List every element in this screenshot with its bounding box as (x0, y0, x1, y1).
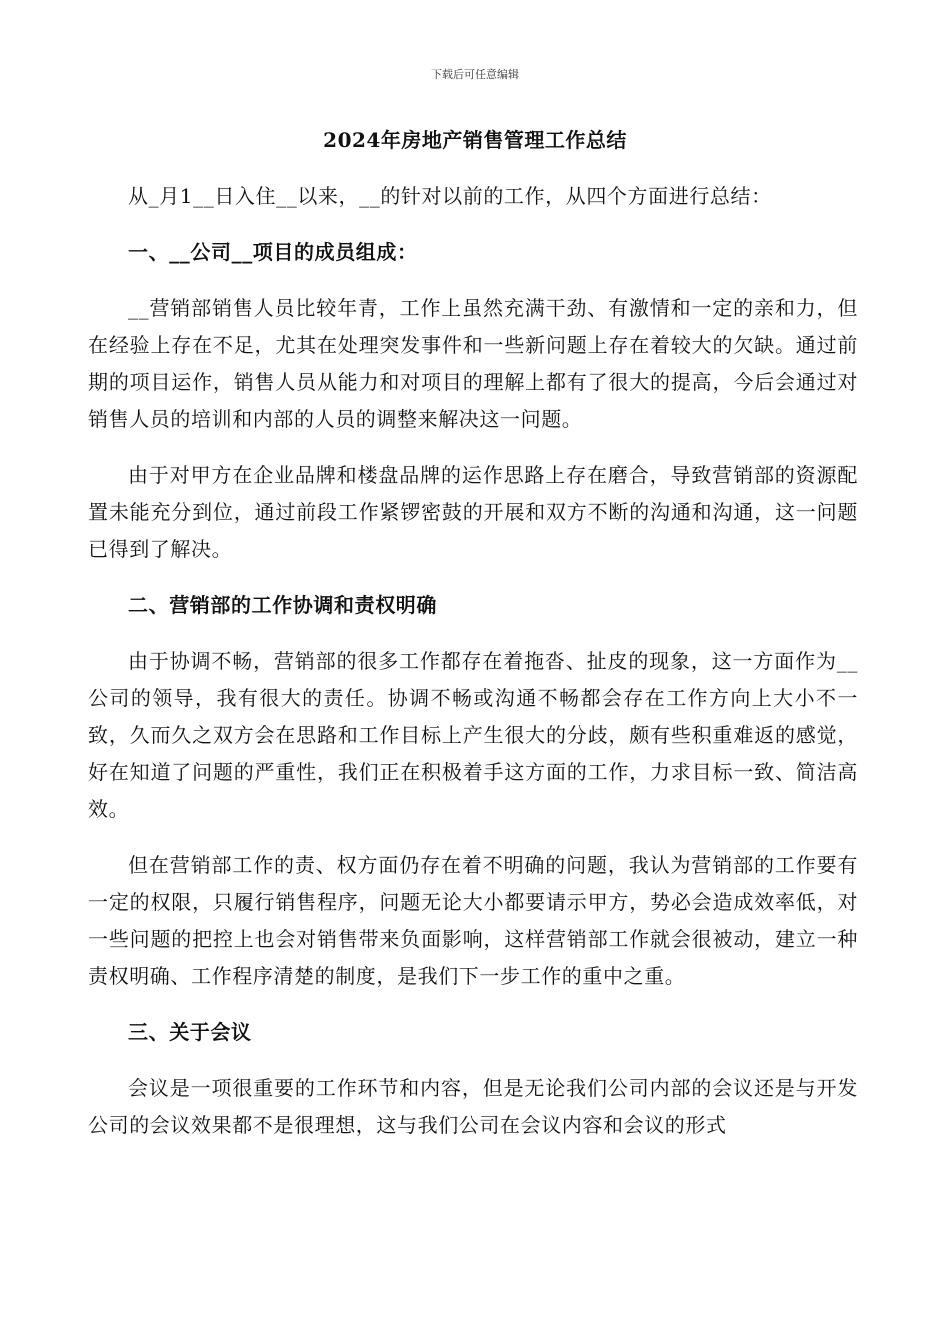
section2-paragraph-1: 由于协调不畅，营销部的很多工作都存在着拖沓、扯皮的现象，这一方面作为__公司的领导，我有很大的责任。协调不畅或沟通不畅都会存在工作方向上大小不一致，久而久之双方会在思路和工作目标上产生很大的分歧，颇有些积重难返的感觉，好在知道了问题的严重性，我们正在积极着手这方面的工作，力求目标一致、简洁高效。 (88, 649, 858, 821)
section1-paragraph-2: 由于对甲方在企业品牌和楼盘品牌的运作思路上存在磨合，导致营销部的资源配置未能充分到位，通过前段工作紧锣密鼓的开展和双方不断的沟通和沟通，这一问题已得到了解决。 (88, 463, 858, 561)
intro-paragraph: 从_月1__日入住__以来，__的针对以前的工作，从四个方面进行总结： (128, 184, 772, 208)
section2-paragraph-2: 但在营销部工作的责、权方面仍存在着不明确的问题，我认为营销部的工作要有一定的权限，只履行销售程序，问题无论大小都要请示甲方，势必会造成效率低，对一些问题的把控上也会对销售带来负面影响，这样营销部工作就会很被动，建立一种责权明确、工作程序清楚的制度，是我们下一步工作的重中之重。 (88, 853, 858, 988)
section1-paragraph-1: __营销部销售人员比较年青，工作上虽然充满干劲、有激情和一定的亲和力，但在经验上存在不足，尤其在处理突发事件和一些新问题上存在着较大的欠缺。通过前期的项目运作，销售人员从能力和对项目的理解上都有了很大的提高，今后会通过对销售人员的培训和内部的人员的调整来解决这一问题。 (88, 296, 858, 431)
section-heading-1: 一、__公司__项目的成员组成： (128, 240, 418, 264)
section-heading-2: 二、营销部的工作协调和责权明确 (128, 593, 437, 617)
document-body (88, 178, 858, 1163)
section3-paragraph-1: 会议是一项很重要的工作环节和内容，但是无论我们公司内部的会议还是与开发公司的会议效果都不是很理想，这与我们公司在会议内容和会议的形式 (88, 1076, 858, 1137)
section-heading-3: 三、关于会议 (128, 1020, 252, 1044)
header-note: 下载后可任意编辑 (431, 68, 519, 81)
document-title: 2024年房地产销售管理工作总结 (323, 128, 627, 152)
